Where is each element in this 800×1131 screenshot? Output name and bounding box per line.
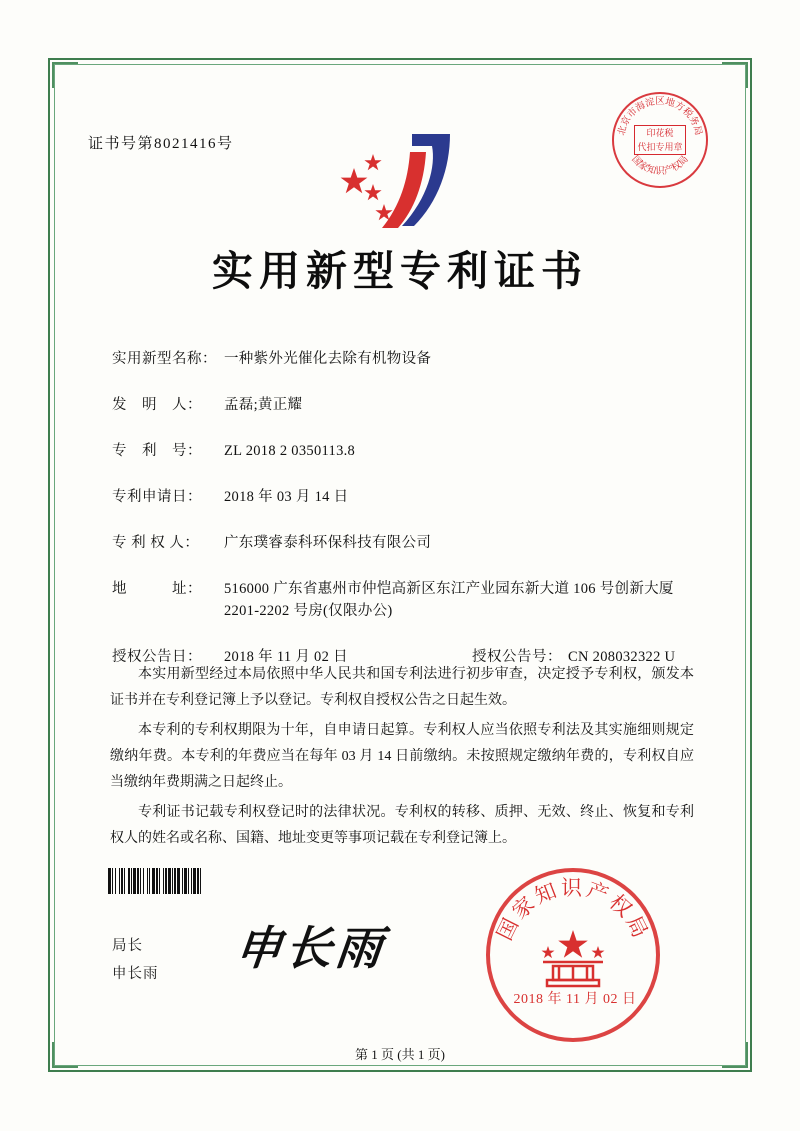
- field-value-utility-model-name: 一种紫外光催化去除有机物设备: [224, 351, 432, 367]
- field-label-patentee: 专 利 权 人：: [112, 535, 200, 551]
- field-value-inventor: 孟磊;黄正耀: [224, 397, 303, 413]
- field-value-grant-number: CN 208032322 U: [568, 649, 676, 665]
- frame-corner-top-right: [722, 62, 748, 88]
- field-value-application-date: 2018 年 03 月 14 日: [224, 489, 349, 505]
- body-paragraph-2: 本专利的专利权期限为十年，自申请日起算。专利权人应当依照专利法及其实施细则规定缴纳年费。本专利的年费应当在每年 03 月 14 日前缴纳。未按照规定缴纳年费的，专利权自应当缴纳年费期满之日起终止。: [110, 723, 694, 790]
- director-title-label: 局长: [112, 938, 143, 954]
- field-value-patentee: 广东璞睿泰科环保科技有限公司: [224, 535, 432, 551]
- field-label-grant-date: 授权公告日：: [112, 649, 202, 665]
- cnipa-logo-icon: [340, 128, 470, 236]
- frame-corner-top-left: [52, 62, 78, 88]
- field-row-application-date: [112, 486, 692, 508]
- field-label-application-date: 专利申请日：: [112, 489, 202, 505]
- field-row-patent-number: [112, 440, 692, 462]
- field-row-patentee: [112, 532, 692, 554]
- certificate-fields: [112, 348, 692, 692]
- svg-text:国家知识产权局: [629, 154, 691, 177]
- tax-stamp-arc-bottom: 国家知识产权局: [629, 154, 691, 177]
- official-seal-arc-label: 国家知识产权局: [492, 876, 654, 945]
- director-name-label: 申长雨: [112, 966, 159, 982]
- field-value-address: 516000 广东省惠州市仲恺高新区东江产业园东新大道 106 号创新大厦 2201-2202 号房(仅限办公): [224, 581, 674, 619]
- certificate-body-text: [110, 662, 694, 856]
- field-label-utility-model-name: 实用新型名称：: [112, 351, 217, 367]
- official-seal-arc-text: [486, 868, 660, 1042]
- field-label-patent-number: 专 利 号：: [112, 443, 202, 459]
- body-paragraph-1: 本实用新型经过本局依照中华人民共和国专利法进行初步审查，决定授予专利权，颁发本证书并在专利登记簿上予以登记。专利权自授权公告之日起生效。: [110, 667, 694, 708]
- official-seal-date: 2018 年 11 月 02 日: [513, 992, 637, 1007]
- field-label-address: 地 址：: [112, 581, 202, 597]
- handwritten-signature: 申长雨: [232, 921, 389, 975]
- tax-stamp-inner-text: [634, 126, 686, 154]
- field-value-grant-date: 2018 年 11 月 02 日: [224, 649, 348, 665]
- field-value-patent-number: ZL 2018 2 0350113.8: [224, 443, 356, 459]
- field-row-inventor: [112, 394, 692, 416]
- page-footer: 第 1 页 (共 1 页): [355, 1047, 445, 1062]
- tax-stamp-arc-top: 北京市海淀区地方税务局: [617, 97, 703, 137]
- field-row-address: [112, 578, 692, 622]
- signature-labels: [112, 932, 159, 988]
- field-row-utility-model-name: [112, 348, 692, 370]
- barcode: [108, 868, 296, 894]
- tax-stamp-line-1: 印花税: [646, 128, 674, 138]
- body-paragraph-3: 专利证书记载专利权登记时的法律状况。专利权的转移、质押、无效、终止、恢复和专利权人的姓名或名称、国籍、地址变更等事项记载在专利登记簿上。: [110, 805, 694, 846]
- tax-stamp-line-2: 代扣专用章: [637, 142, 683, 152]
- page-title: 实用新型专利证书: [212, 247, 588, 295]
- certificate-number: 证书号第8021416号: [88, 136, 234, 152]
- official-seal: [486, 868, 660, 1042]
- field-label-grant-number: 授权公告号：: [472, 649, 562, 665]
- field-label-inventor: 发 明 人：: [112, 397, 202, 413]
- tax-stamp-seal: [612, 92, 708, 188]
